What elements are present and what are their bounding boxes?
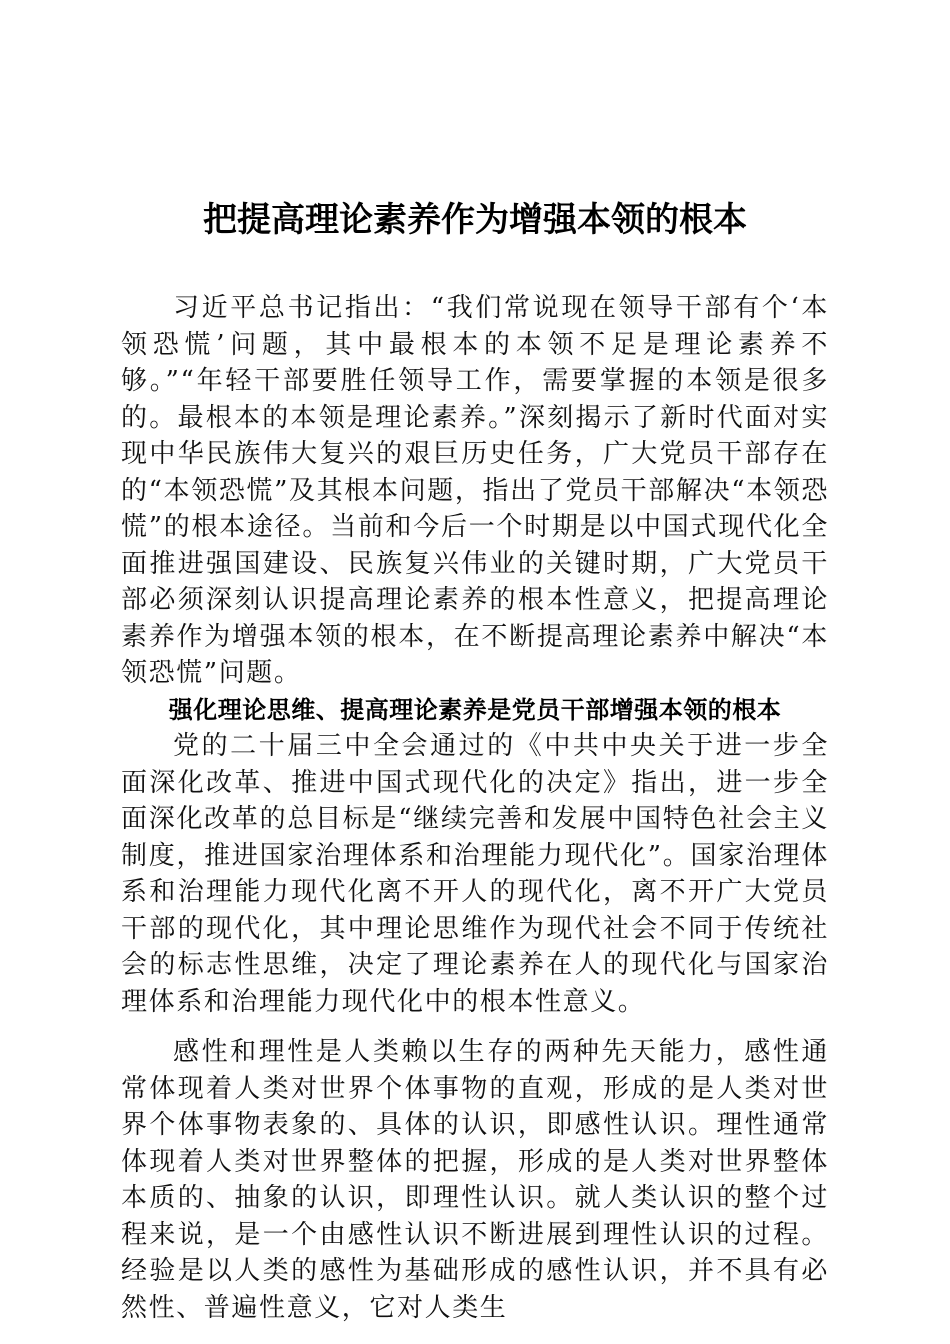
intro-paragraph: 习近平总书记指出：“我们常说现在领导干部有个‘本领恐慌’问题，其中最根本的本领不足是理论素养不够。”“年轻干部要胜任领导工作，需要掌握的本领是很多的。最根本的本领是理论素养。”深刻揭示了新时代面对实现中华民族伟大复兴的艰巨历史任务，广大党员干部存在的“本领恐慌”及其根本问题，指出了党员干部解决“本领恐慌”的根本途径。当前和今后一个时期是以中国式现代化全面推进强国建设、民族复兴伟业的关键时期，广大党员干部必须深刻认识提高理论素养的根本性意义，把提高理论素养作为增强本领的根本，在不断提高理论素养中解决“本领恐慌”问题。 bbox=[121, 293, 829, 688]
section-heading: 强化理论思维、提高理论素养是党员干部增强本领的根本 bbox=[168, 695, 782, 724]
section-paragraph: 党的二十届三中全会通过的《中共中央关于进一步全面深化改革、推进中国式现代化的决定》指出，进一步全面深化改革的总目标是“继续完善和发展中国特色社会主义制度，推进国家治理体系和治理能力现代化”。国家治理体系和治理能力现代化离不开人的现代化，离不开广大党员干部的现代化，其中理论思维作为现代社会不同于传统社会的标志性思维，决定了理论素养在人的现代化与国家治理体系和治理能力现代化中的根本性意义。 bbox=[121, 731, 829, 1017]
section-paragraph: 感性和理性是人类赖以生存的两种先天能力，感性通常体现着人类对世界个体事物的直观，形成的是人类对世界个体事物表象的、具体的认识，即感性认识。理性通常体现着人类对世界整体的把握，形成的是人类对世界整体本质的、抽象的认识，即理性认识。就人类认识的整个过程来说，是一个由感性认识不断进展到理性认识的过程。经验是以人类的感性为基础形成的感性认识，并不具有必然性、普遍性意义，它对人类生 bbox=[121, 1037, 829, 1323]
document-body bbox=[121, 290, 829, 1326]
document-title: 把提高理论素养作为增强本领的根本 bbox=[203, 200, 747, 240]
